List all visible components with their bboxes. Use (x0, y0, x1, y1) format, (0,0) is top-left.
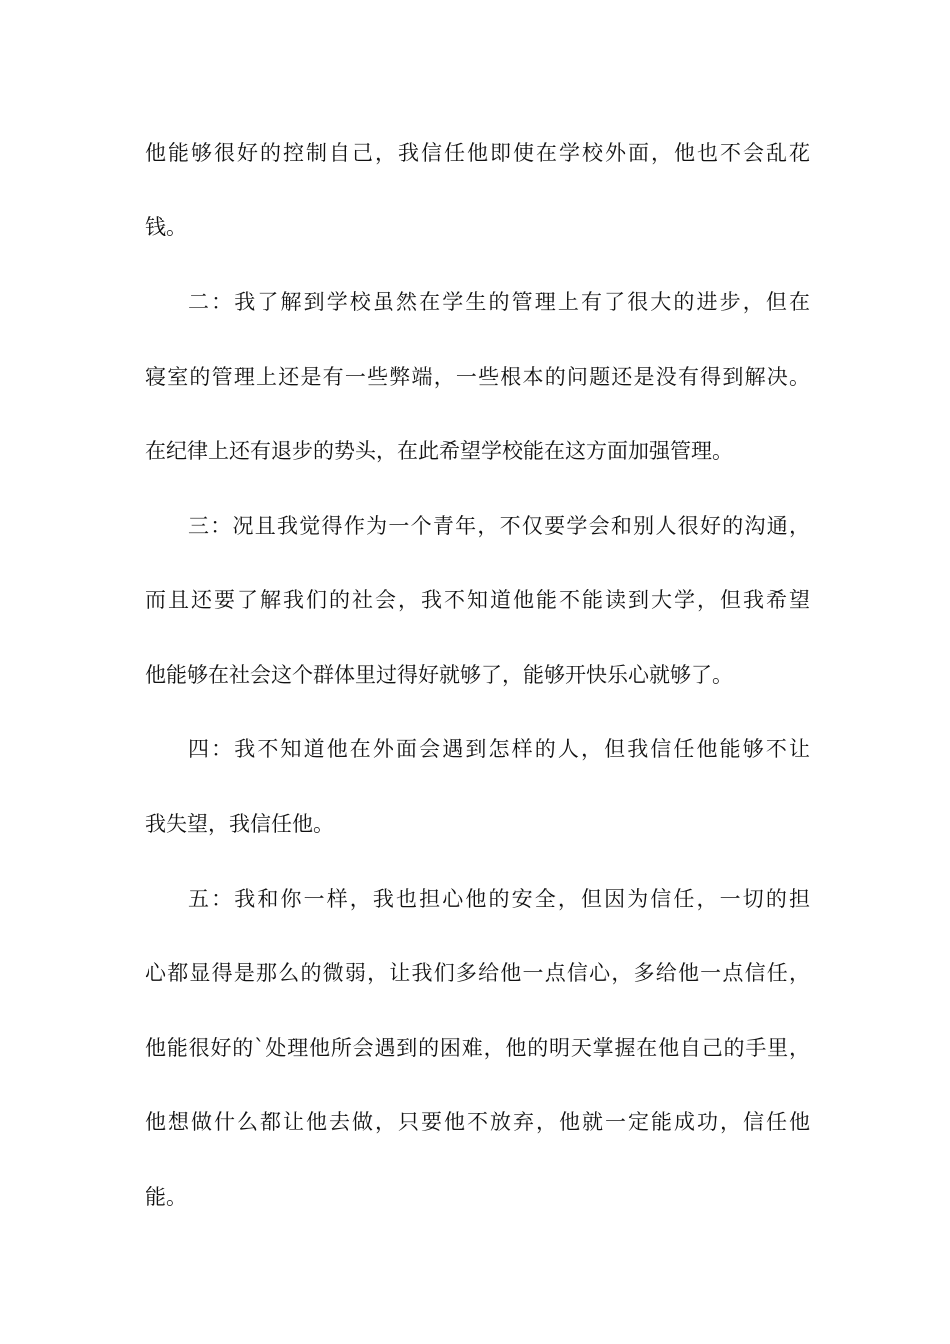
paragraph-line: 钱。 (145, 215, 187, 239)
paragraph-line: 能。 (145, 1185, 187, 1209)
paragraph-line: 他想做什么都让他去做，只要他不放弃，他就一定能成功，信任他 (145, 1110, 810, 1134)
paragraph-line: 三：况且我觉得作为一个青年，不仅要学会和别人很好的沟通， (188, 514, 810, 538)
paragraph-line: 他能够很好的控制自己，我信任他即使在学校外面，他也不会乱花 (145, 141, 810, 165)
paragraph-line: 我失望，我信任他。 (145, 812, 334, 836)
paragraph-line: 心都显得是那么的微弱，让我们多给他一点信心，多给他一点信任， (145, 961, 810, 985)
paragraph-line: 五：我和你一样，我也担心他的安全，但因为信任，一切的担 (188, 887, 810, 911)
paragraph-line: 寝室的管理上还是有一些弊端，一些根本的问题还是没有得到解决。 (145, 365, 810, 389)
paragraph-line: 四：我不知道他在外面会遇到怎样的人，但我信任他能够不让 (188, 737, 810, 761)
paragraph-line: 而且还要了解我们的社会，我不知道他能不能读到大学，但我希望 (145, 588, 810, 612)
paragraph-line: 他能很好的`处理他所会遇到的困难，他的明天掌握在他自己的手里， (145, 1036, 810, 1060)
paragraph-line: 他能够在社会这个群体里过得好就够了，能够开快乐心就够了。 (145, 663, 733, 687)
paragraph-line: 二：我了解到学校虽然在学生的管理上有了很大的进步，但在 (188, 290, 810, 314)
paragraph-line: 在纪律上还有退步的势头，在此希望学校能在这方面加强管理。 (145, 439, 733, 463)
